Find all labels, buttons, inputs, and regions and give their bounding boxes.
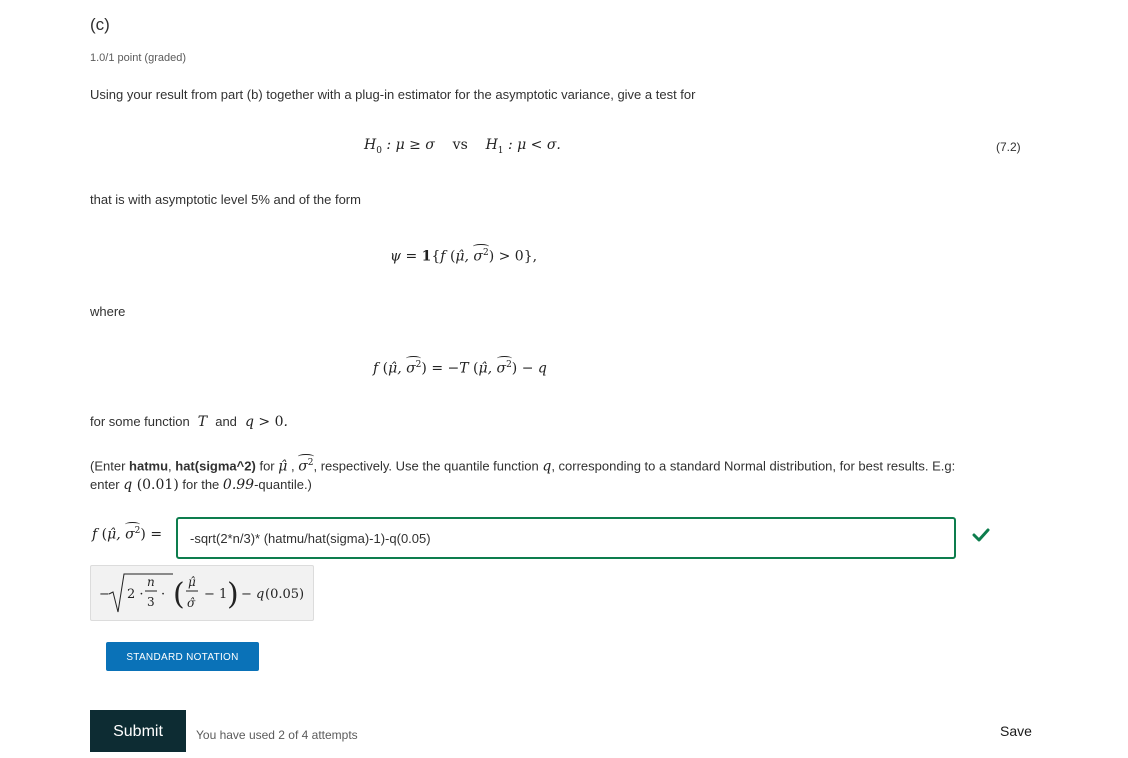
svg-text:3: 3 bbox=[147, 595, 155, 609]
svg-text:(: ( bbox=[173, 577, 185, 612]
svg-text:−: − bbox=[99, 587, 110, 602]
equation-number: (7.2) bbox=[996, 140, 1021, 154]
enter-instructions: (Enter hatmu, hat(sigma^2) for μ̂ , $\sigma^2$, respectively. Use the quantile function q, corresponding to a standard Normal distribution, for best results. E.g: bbox=[90, 458, 956, 475]
psi-equation: ψ = 1{f (μ̂, $\sigma^2) > 0$}, bbox=[390, 248, 538, 265]
enter-instructions-line2: enter q (0.01) for the 0.99-quantile.) bbox=[90, 477, 312, 493]
enter-line2-text-a: enter bbox=[90, 477, 120, 492]
intro-text: Using your result from part (b) together with a plug-in estimator for the asymptotic variance, give a test for bbox=[90, 87, 696, 102]
formula-preview bbox=[90, 565, 314, 621]
hypothesis-equation: $H_0$ : μ ≥ σ vs $H_1$ : μ < σ. bbox=[364, 137, 561, 156]
enter-line2-text-c: -quantile.) bbox=[254, 477, 312, 492]
f-equation: f (μ̂, $\sigma^2) = -T$ (μ̂, $\sigma^2) - q$ bbox=[373, 360, 547, 377]
svg-text:n: n bbox=[147, 575, 155, 589]
svg-text:(0.05): (0.05) bbox=[265, 587, 305, 602]
points-label: 1.0/1 point (graded) bbox=[90, 52, 187, 64]
svg-text:·: · bbox=[161, 587, 166, 602]
svg-text:2 ·: 2 · bbox=[127, 587, 144, 602]
respectively-text: , respectively. Use the quantile function bbox=[313, 458, 539, 474]
svg-text:): ) bbox=[227, 577, 239, 612]
checkmark-icon bbox=[972, 527, 990, 543]
answer-input[interactable] bbox=[176, 517, 956, 559]
answer-label: f (μ̂, $\sigma^2$) = bbox=[92, 526, 163, 543]
preview-formula-graphic bbox=[91, 566, 315, 622]
enter-for-text: for bbox=[259, 458, 275, 474]
svg-text:μ̂: μ̂ bbox=[188, 575, 196, 589]
save-button[interactable]: Save bbox=[1000, 723, 1032, 739]
for-some-line: for some function T and q > 0. bbox=[90, 414, 288, 430]
svg-text:q: q bbox=[256, 587, 265, 602]
standard-notation-button[interactable]: STANDARD NOTATION bbox=[106, 642, 259, 671]
for-some-text-1: for some function bbox=[90, 414, 190, 429]
hatmu-keyword: hatmu bbox=[129, 458, 169, 474]
hatsigma-keyword: hat(sigma^2) bbox=[175, 458, 256, 474]
enter-line2-text-b: for the bbox=[182, 477, 220, 492]
asymptotic-text: that is with asymptotic level 5% and of the form bbox=[90, 192, 361, 207]
submit-button[interactable]: Submit bbox=[90, 710, 186, 752]
where-text: where bbox=[90, 304, 126, 319]
svg-text:−: − bbox=[241, 587, 252, 602]
corresponding-text: , corresponding to a standard Normal distribution, for best results. E.g: bbox=[551, 458, 956, 474]
attempts-text: You have used 2 of 4 attempts bbox=[196, 728, 358, 742]
part-title: (c) bbox=[90, 15, 110, 34]
enter-text: (Enter bbox=[90, 458, 126, 474]
svg-text:σ̂: σ̂ bbox=[187, 596, 196, 610]
svg-text:− 1: − 1 bbox=[204, 587, 228, 602]
for-some-text-2: and bbox=[215, 414, 237, 429]
